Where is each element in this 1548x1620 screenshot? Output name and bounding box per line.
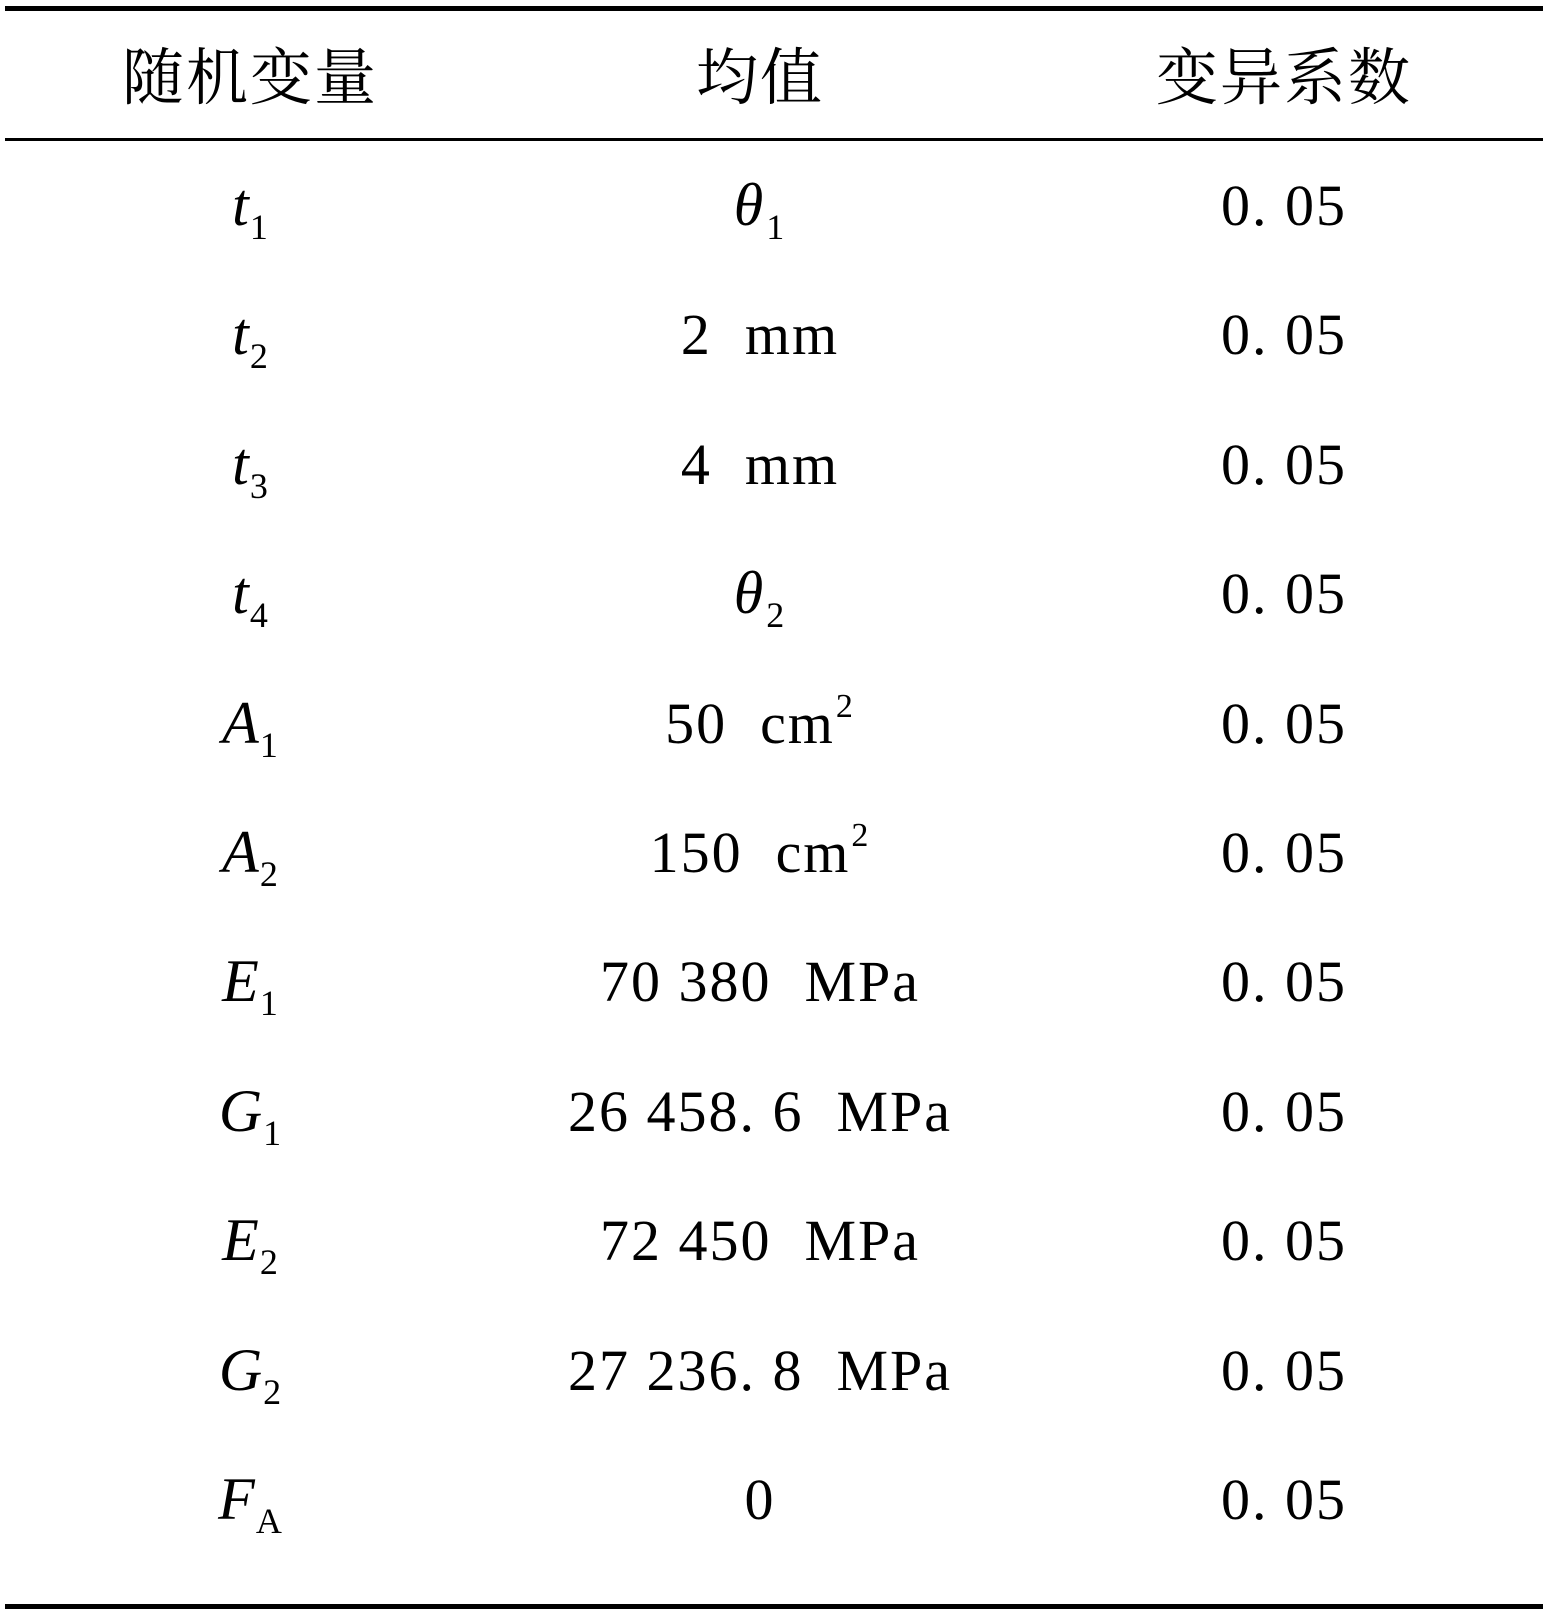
table-row — [0, 1435, 1548, 1564]
table-row — [0, 270, 1548, 399]
cell-variable — [0, 659, 500, 788]
cell-variable — [0, 400, 500, 529]
mean-unit-exponent: 2 — [835, 687, 855, 725]
cell-variable — [0, 529, 500, 658]
cell-variable — [0, 1047, 500, 1176]
variable-subscript: 2 — [259, 854, 278, 894]
mean-value: 70 380 MPa — [599, 949, 921, 1015]
table-row — [0, 141, 1548, 270]
mean-value: 26 458. 6 MPa — [567, 1078, 953, 1144]
variable-symbol: G — [218, 1077, 263, 1144]
cell-coefficient-of-variation: 0. 05 — [1221, 302, 1347, 368]
cell-coefficient-of-variation: 0. 05 — [1221, 173, 1347, 238]
cell-variable — [0, 141, 500, 270]
cell-variable — [0, 917, 500, 1046]
cell-coefficient-of-variation: 0. 05 — [1221, 690, 1347, 756]
variable-symbol: F — [218, 1466, 255, 1532]
mean-value: 72 450 MPa — [599, 1208, 921, 1274]
cell-coefficient-of-variation: 0. 05 — [1221, 561, 1347, 627]
variable-subscript: 1 — [263, 1112, 282, 1153]
mean-value: 150 cm — [649, 820, 851, 885]
variable-subscript: 1 — [249, 207, 268, 247]
table-bottom-rule — [5, 1604, 1543, 1609]
cell-mean — [500, 1047, 1020, 1176]
variable-subscript: 2 — [249, 336, 268, 377]
cell-variable — [0, 1176, 500, 1305]
mean-unit-exponent: 2 — [851, 817, 871, 854]
header-mean: 均值 — [695, 41, 824, 114]
variable-symbol: A — [222, 689, 259, 756]
cell-mean — [500, 917, 1020, 1046]
mean-symbol: θ — [733, 172, 766, 238]
variable-symbol: t — [232, 301, 249, 368]
table-row — [0, 788, 1548, 917]
mean-subscript: 1 — [766, 207, 787, 247]
variable-symbol: t — [232, 560, 249, 627]
table-row — [0, 659, 1548, 788]
header-coefficient-of-variation: 变异系数 — [1155, 41, 1412, 114]
cell-mean — [500, 659, 1020, 788]
cell-coefficient-of-variation: 0. 05 — [1221, 820, 1347, 885]
variable-symbol: E — [222, 1207, 259, 1274]
variable-symbol: A — [222, 819, 259, 885]
mean-value: 2 mm — [680, 302, 840, 368]
cell-coefficient-of-variation: 0. 05 — [1221, 1208, 1347, 1274]
table-top-rule — [5, 6, 1543, 11]
cell-mean — [500, 400, 1020, 529]
cell-mean — [500, 788, 1020, 917]
header-random-variable: 随机变量 — [121, 41, 378, 114]
table-row — [0, 1306, 1548, 1435]
variable-symbol: G — [218, 1336, 263, 1403]
variable-subscript: 1 — [259, 983, 278, 1024]
cell-mean — [500, 529, 1020, 658]
variable-subscript: 1 — [259, 724, 278, 765]
variable-subscript: 3 — [249, 465, 268, 506]
mean-symbol: θ — [733, 560, 766, 627]
table-row — [0, 917, 1548, 1046]
mean-value: 50 cm — [665, 690, 835, 756]
cell-coefficient-of-variation: 0. 05 — [1221, 1337, 1347, 1403]
table-row — [0, 1176, 1548, 1305]
cell-coefficient-of-variation: 0. 05 — [1221, 1467, 1347, 1532]
mean-value: 27 236. 8 MPa — [567, 1337, 953, 1403]
cell-mean — [500, 1435, 1020, 1564]
cell-coefficient-of-variation: 0. 05 — [1221, 431, 1347, 497]
cell-mean — [500, 1176, 1020, 1305]
variable-subscript: 4 — [249, 595, 268, 636]
variable-subscript: 2 — [263, 1371, 282, 1412]
cell-mean — [500, 1306, 1020, 1435]
mean-value: 0 — [744, 1467, 776, 1532]
cell-variable — [0, 270, 500, 399]
mean-value: 4 mm — [680, 431, 840, 497]
cell-variable — [0, 788, 500, 917]
variable-subscript: A — [255, 1501, 282, 1541]
cell-mean — [500, 141, 1020, 270]
cell-mean — [500, 270, 1020, 399]
cell-coefficient-of-variation: 0. 05 — [1221, 1078, 1347, 1144]
cell-variable — [0, 1306, 500, 1435]
table-row — [0, 400, 1548, 529]
variable-subscript: 2 — [259, 1242, 278, 1283]
variable-symbol: E — [222, 948, 259, 1015]
cell-coefficient-of-variation: 0. 05 — [1221, 949, 1347, 1015]
cell-variable — [0, 1435, 500, 1564]
variable-symbol: t — [232, 430, 249, 497]
table-row — [0, 529, 1548, 658]
variable-symbol: t — [232, 172, 249, 238]
table-row — [0, 1047, 1548, 1176]
mean-subscript: 2 — [766, 595, 787, 636]
